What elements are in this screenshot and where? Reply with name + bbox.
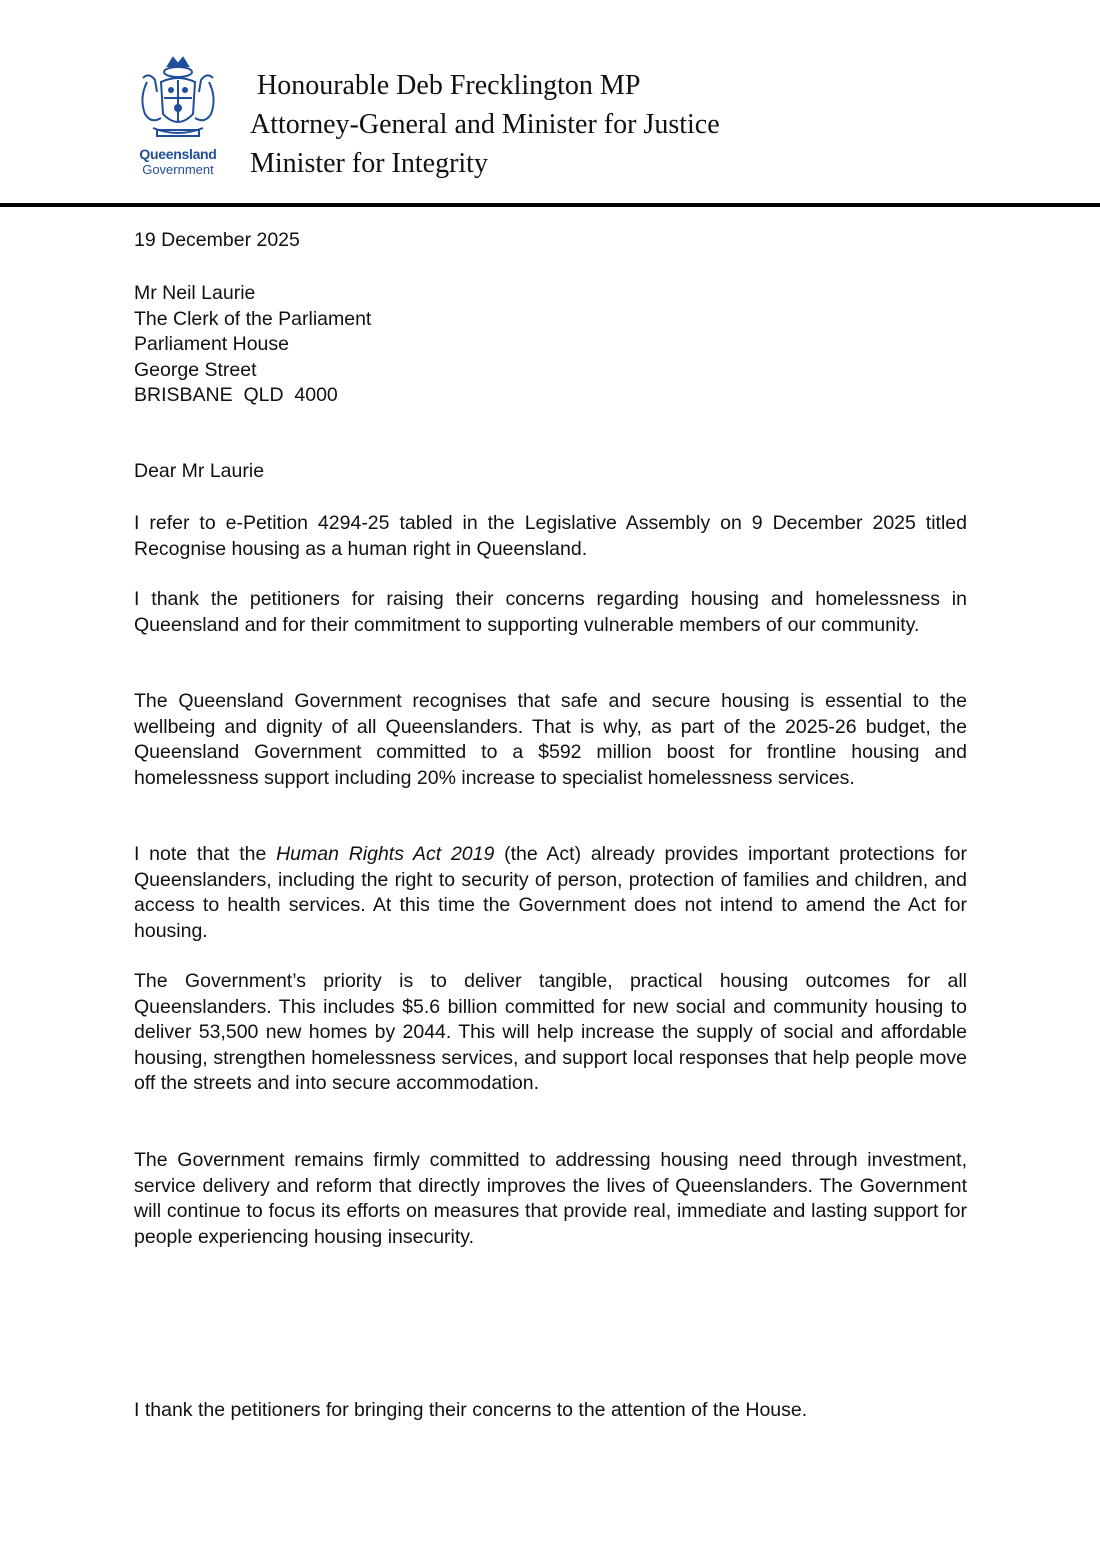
minister-portfolio: Attorney-General and Minister for Justice [250,109,720,140]
act-title: Human Rights Act 2019 [276,843,495,865]
minister-name: Honourable Deb Frecklington MP [257,70,641,101]
p4-intro: I note that the [134,843,277,865]
recipient-building: Parliament House [134,333,289,355]
salutation: Dear Mr Laurie [134,460,265,482]
paragraph-petition-reference: I refer to e-Petition 4294-25 tabled in the Legislative Assembly on 9 December 2025 titled Recognise housing as a human right in Queensland. [134,512,967,560]
paragraph-priority: The Government’s priority is to deliver tangible, practical housing outcomes for all Queenslanders. This includes $5.6 billion committed for new social and community housing to deliver 53,500 new homes by 2044. This will help increase the supply of social and affordable housing, strengthen homelessness services, and support local responses that help people move off the streets and into secure accommodation. [134,970,967,1094]
logo-wordmark-government: Government [142,162,214,177]
closing-line: I thank the petitioners for bringing their concerns to the attention of the House. [134,1399,808,1421]
recipient-city: BRISBANE QLD 4000 [134,384,338,406]
recipient-title: The Clerk of the Parliament [134,307,372,330]
recipient-name: Mr Neil Laurie [134,282,256,304]
paragraph-thanks: I thank the petitioners for raising their concerns regarding housing and homelessness in Queensland and for their commitment to supporting vulnerable members of our community. [134,588,967,636]
paragraph-budget: The Queensland Government recognises that safe and secure housing is essential to the wellbeing and dignity of all Queenslanders. That is why, as part of the 2025-26 budget, the Queensland Government committed to a $592 million boost for frontline housing and homelessness support including 20% increase to specialist homelessness services. [134,690,967,789]
letter-date: 19 December 2025 [134,229,300,251]
paragraph-human-rights-act [134,842,967,944]
paragraph-commitment: The Government remains firmly committed to addressing housing need through investment, service delivery and reform that directly improves the lives of Queenslanders. The Government will continue to focus its efforts on measures that provide real, immediate and lasting support for people experiencing housing insecurity. [134,1149,967,1248]
queensland-government-logo [133,52,223,177]
coat-of-arms-icon [133,52,223,144]
letterhead-divider [0,203,1100,207]
minister-portfolio-secondary: Minister for Integrity [250,148,488,179]
recipient-address [134,281,967,409]
letterhead [250,66,720,183]
logo-wordmark-queensland: Queensland [139,146,217,162]
p4-rest: (the Act) already provides important protections for Queenslanders, including the right to security of person, protection of families and children, and access to health services. At this time the Government does not intend to amend the Act for housing. [134,843,967,942]
recipient-street: George Street [134,358,257,381]
